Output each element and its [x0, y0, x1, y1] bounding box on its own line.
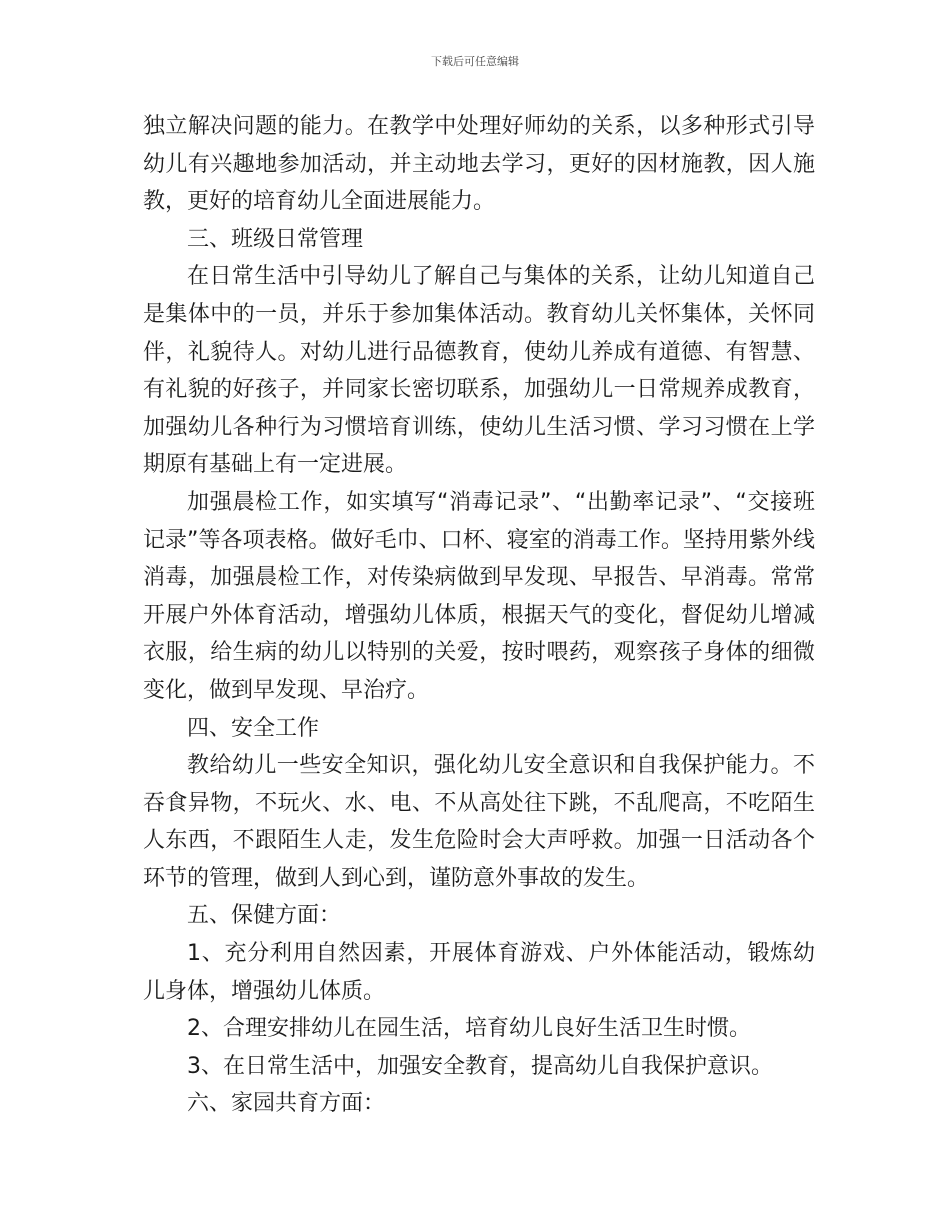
paragraph-6: 教给幼儿一些安全知识，强化幼儿安全意识和自我保护能力。不吞食异物，不玩火、水、电、不从高处往下跳，不乱爬高，不吃陌生人东西，不跟陌生人走，发生危险时会大声呼救。加强一日活动各个环节的管理，做到人到心到，谨防意外事故的发生。 [143, 753, 815, 891]
document-body [143, 108, 815, 1123]
section-heading-4: 四、安全工作 [187, 715, 320, 741]
list-item-2: 2、合理安排幼儿在园生活，培育幼儿良好生活卫生时惯。 [187, 1016, 751, 1042]
section-heading-3: 三、班级日常管理 [187, 226, 364, 252]
section-heading-6: 六、家园共育方面： [187, 1091, 386, 1117]
section-heading-5: 五、保健方面： [187, 903, 342, 929]
paragraph-1: 独立解决问题的能力。在教学中处理好师幼的关系，以多种形式引导幼儿有兴趣地参加活动，并主动地去学习，更好的因材施教，因人施教，更好的培育幼儿全面进展能力。 [143, 114, 815, 215]
paragraph-3: 在日常生活中引导幼儿了解自己与集体的关系，让幼儿知道自己是集体中的一员，并乐于参加集体活动。教育幼儿关怀集体，关怀同伴，礼貌待人。对幼儿进行品德教育，使幼儿养成有道德、有智慧、有礼貌的好孩子，并同家长密切联系，加强幼儿一日常规养成教育，加强幼儿各种行为习惯培育训练，使幼儿生活习惯、学习习惯在上学期原有基础上有一定进展。 [143, 264, 815, 478]
list-item-1: 1、充分利用自然因素，开展体育游戏、户外体能活动，锻炼幼儿身体，增强幼儿体质。 [143, 941, 815, 1004]
page-header-note: 下载后可任意编辑 [431, 55, 519, 68]
paragraph-4: 加强晨检工作，如实填写“消毒记录”、“出勤率记录”、“交接班记录”等各项表格。做好毛巾、口杯、寝室的消毒工作。坚持用紫外线消毒，加强晨检工作，对传染病做到早发现、早报告、早消毒。常常开展户外体育活动，增强幼儿体质，根据天气的变化，督促幼儿增减衣服，给生病的幼儿以特别的关爱，按时喂药，观察孩子身体的细微变化，做到早发现、早治疗。 [143, 489, 815, 703]
list-item-3: 3、在日常生活中，加强安全教育，提高幼儿自我保护意识。 [187, 1053, 773, 1079]
